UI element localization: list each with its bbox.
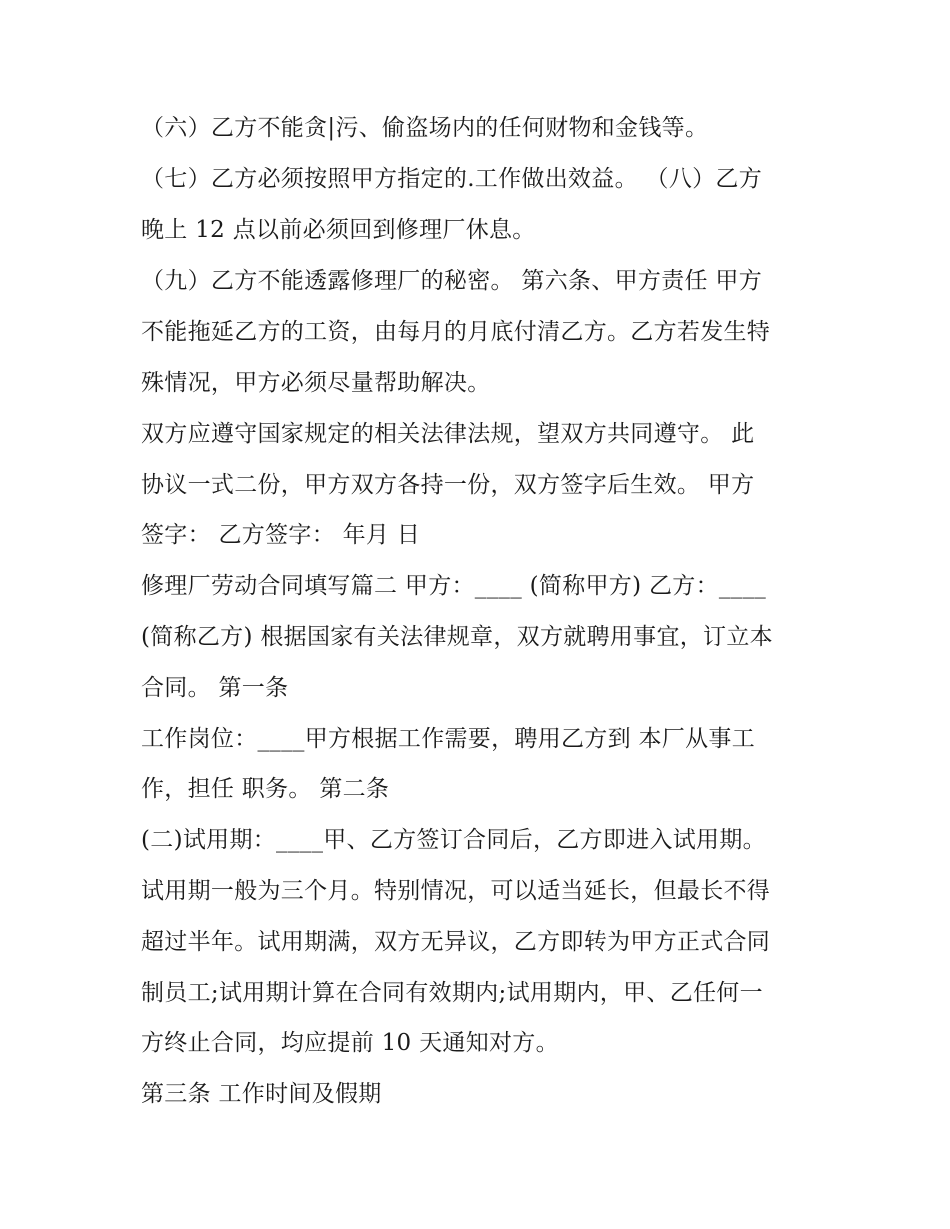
text-line: 晚上 12 点以前必须回到修理厂休息。 <box>141 217 536 243</box>
text-line: (二)试用期：____甲、乙方签订合同后，乙方即进入试用期。 <box>141 827 766 853</box>
text-line: 协议一式二份，甲方双方各持一份，双方签字后生效。 甲方 <box>141 472 755 498</box>
text-line: 签字： 乙方签字： 年月 日 <box>141 522 421 548</box>
text-line: 工作岗位：____甲方根据工作需要，聘用乙方到 本厂从事工 <box>141 726 756 752</box>
text-line: 试用期一般为三个月。特别情况，可以适当延长，但最长不得 <box>141 878 771 904</box>
text-line: 方终止合同，均应提前 10 天通知对方。 <box>141 1030 559 1056</box>
text-line: 双方应遵守国家规定的相关法律法规，望双方共同遵守。 此 <box>141 421 755 447</box>
text-line: 第三条 工作时间及假期 <box>141 1081 382 1107</box>
text-line: 殊情况，甲方必须尽量帮助解决。 <box>141 370 491 396</box>
text-line: 不能拖延乙方的工资，由每月的月底付清乙方。乙方若发生特 <box>141 319 771 345</box>
text-line: 制员工;试用期计算在合同有效期内;试用期内，甲、乙任何一 <box>141 980 763 1006</box>
text-line: （九）乙方不能透露修理厂的秘密。 第六条、甲方责任 甲方 <box>141 268 763 294</box>
text-line: （七）乙方必须按照甲方指定的.工作做出效益。 （八）乙方 <box>141 166 763 192</box>
text-line: 作，担任 职务。 第二条 <box>141 776 390 802</box>
text-line: (简称乙方) 根据国家有关法律规章，双方就聘用事宜，订立本 <box>141 624 773 650</box>
text-line: （六）乙方不能贪|污、偷盗场内的任何财物和金钱等。 <box>141 115 709 141</box>
text-line: 修理厂劳动合同填写篇二 甲方：____ (简称甲方) 乙方：____ <box>141 573 767 599</box>
text-line: 合同。 第一条 <box>141 675 289 701</box>
text-line: 超过半年。试用期满，双方无异议，乙方即转为甲方正式合同 <box>141 929 771 955</box>
